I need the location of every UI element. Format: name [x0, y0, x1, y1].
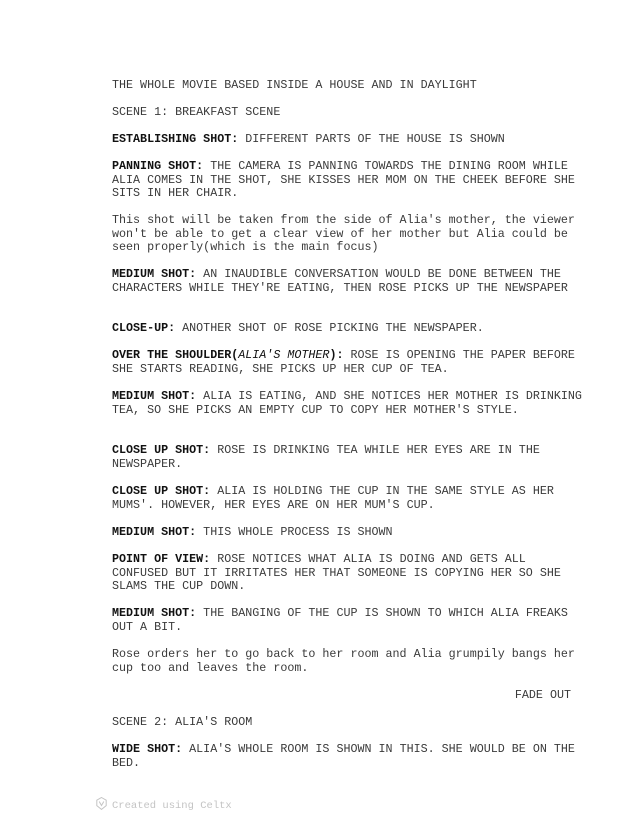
celtx-footer	[96, 797, 232, 816]
celtx-logo-icon	[96, 797, 107, 816]
medium-shot-para-2	[112, 389, 589, 417]
action-para: This shot will be taken from the side of Alia's mother, the viewer won't be able to get a clear view of her mother but Alia could be seen properly(which is the main focus)	[112, 213, 582, 254]
footer-text: Created using Celtx	[112, 799, 232, 812]
shot-text: ALIA IS EATING, AND SHE NOTICES HER MOTHER IS DRINKING TEA, SO SHE PICKS AN EMPTY CUP TO COPY HER MOTHER'S STYLE.	[112, 389, 589, 417]
shot-text: DIFFERENT PARTS OF THE HOUSE IS SHOWN	[238, 132, 505, 146]
shot-text: ALIA IS HOLDING THE CUP IN THE SAME STYLE AS HER MUMS'. HOWEVER, HER EYES ARE ON HER MUM'S CUP.	[112, 484, 561, 512]
shot-text: ROSE IS OPENING THE PAPER BEFORE SHE STARTS READING, SHE PICKS UP HER CUP OF TEA.	[112, 348, 582, 376]
shot-text: ANOTHER SHOT OF ROSE PICKING THE NEWSPAPER.	[175, 321, 484, 335]
close-up-shot-para-2	[112, 485, 582, 512]
shot-text: THIS WHOLE PROCESS IS SHOWN	[196, 525, 393, 539]
point-of-view-para	[112, 553, 582, 594]
shot-text: THE BANGING OF THE CUP IS SHOWN TO WHICH ALIA FREAKS OUT A BIT.	[112, 606, 575, 634]
close-up-para	[112, 322, 582, 336]
shot-label: WIDE SHOT:	[112, 742, 183, 756]
action-para-2: Rose orders her to go back to her room and Alia grumpily bangs her cup too and leaves the room.	[112, 647, 582, 675]
transition-fade-out: FADE OUT	[514, 688, 571, 702]
scene-1-heading: SCENE 1: BREAKFAST SCENE	[112, 105, 281, 119]
shot-label: MEDIUM SHOT:	[112, 267, 197, 281]
close-up-shot-para-1	[112, 444, 582, 471]
panning-shot-para	[112, 160, 582, 201]
scene-2-heading: SCENE 2: ALIA'S ROOM	[112, 715, 253, 729]
shot-text: ROSE IS DRINKING TEA WHILE HER EYES ARE IN THE NEWSPAPER.	[112, 443, 547, 471]
shot-label: CLOSE-UP:	[112, 321, 176, 335]
shot-label: MEDIUM SHOT:	[112, 606, 197, 620]
shot-label: CLOSE UP SHOT:	[112, 484, 211, 498]
over-the-shoulder-para	[112, 349, 582, 376]
medium-shot-para-1	[112, 268, 582, 295]
shot-label: POINT OF VIEW:	[112, 552, 211, 566]
medium-shot-para-4	[112, 607, 582, 634]
shot-label: OVER THE SHOULDER(	[112, 348, 239, 362]
medium-shot-para-3	[112, 526, 582, 540]
shot-label: CLOSE UP SHOT:	[112, 443, 211, 457]
shot-text: THE CAMERA IS PANNING TOWARDS THE DINING ROOM WHILE ALIA COMES IN THE SHOT, SHE KISSES HER MOM ON THE CHEEK BEFORE SHE SITS IN HER CHAIR.	[112, 159, 582, 200]
shot-label: MEDIUM SHOT:	[112, 389, 197, 403]
shot-text: AN INAUDIBLE CONVERSATION WOULD BE DONE BETWEEN THE CHARACTERS WHILE THEY'RE EATING, THEN ROSE PICKS UP THE NEWSPAPER	[112, 267, 568, 295]
establishing-shot-para	[112, 133, 582, 147]
shot-label: MEDIUM SHOT:	[112, 525, 197, 539]
shot-label: PANNING SHOT:	[112, 159, 204, 173]
intro-line: THE WHOLE MOVIE BASED INSIDE A HOUSE AND IN DAYLIGHT	[112, 78, 477, 92]
shot-text: ROSE NOTICES WHAT ALIA IS DOING AND GETS ALL CONFUSED BUT IT IRRITATES HER THAT SOMEONE IS COPYING HER SO SHE SLAMS THE CUP DOWN.	[112, 552, 568, 593]
shot-label-italic: ALIA'S MOTHER	[238, 348, 330, 362]
shot-label: ESTABLISHING SHOT:	[112, 132, 239, 146]
wide-shot-para	[112, 743, 582, 770]
shot-text: ALIA'S WHOLE ROOM IS SHOWN IN THIS. SHE WOULD BE ON THE BED.	[112, 742, 582, 770]
shot-label-end: ):	[329, 348, 344, 362]
